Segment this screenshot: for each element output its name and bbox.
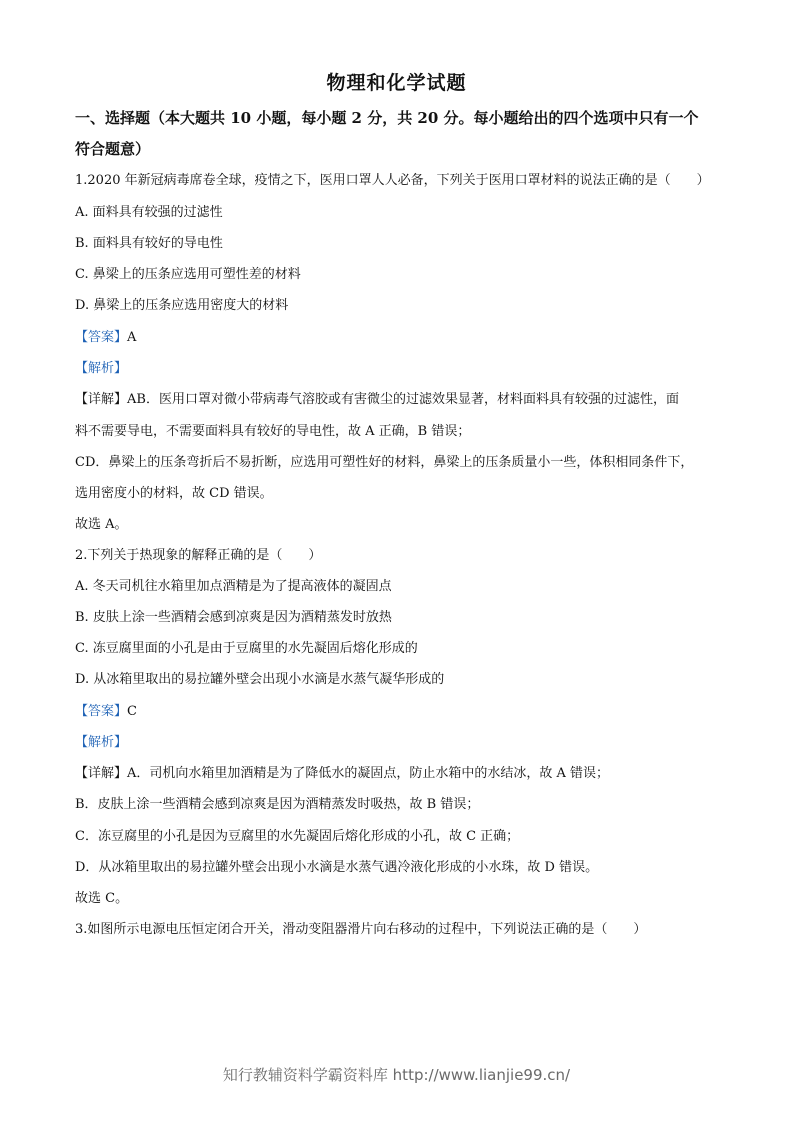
question-2-option-a: A. 冬天司机往水箱里加点酒精是为了提高液体的凝固点 xyxy=(75,579,392,594)
question-2-detail-line-1: 【详解】A．司机向水箱里加酒精是为了降低水的凝固点，防止水箱中的水结冰，故 A 错误； xyxy=(75,766,610,781)
question-1-option-a: A. 面料具有较强的过滤性 xyxy=(75,205,223,220)
question-2-option-d: D. 从冰箱里取出的易拉罐外壁会出现小水滴是水蒸气凝华形成的 xyxy=(75,672,445,687)
question-2-conclusion: 故选 C。 xyxy=(75,891,129,906)
question-1-option-c: C. 鼻梁上的压条应选用可塑性差的材料 xyxy=(75,267,301,282)
question-2-detail-line-2: B．皮肤上涂一些酒精会感到凉爽是因为酒精蒸发时吸热，故 B 错误； xyxy=(75,797,480,812)
answer-value: A xyxy=(127,330,137,345)
question-1-detail-line-4: 选用密度小的材料，故 CD 错误。 xyxy=(75,486,273,501)
question-1-option-d: D. 鼻梁上的压条应选用密度大的材料 xyxy=(75,298,289,313)
section-heading-line-2: 符合题意） xyxy=(75,140,151,158)
footer-watermark: 知行教辅资料学霸资料库 http://www.lianjie99.cn/ xyxy=(222,1066,571,1084)
question-1-detail-line-1: 【详解】AB．医用口罩对微小带病毒气溶胶或有害微尘的过滤效果显著，材料面料具有较强的过滤性，面 xyxy=(75,392,679,407)
page-title: 物理和化学试题 xyxy=(326,72,467,94)
answer-value: C xyxy=(127,704,137,719)
question-1-stem: 1.2020 年新冠病毒席卷全球，疫情之下，医用口罩人人必备，下列关于医用口罩材料的说法正确的是（ ） xyxy=(75,173,710,188)
question-2-detail-line-3: C．冻豆腐里的小孔是因为豆腐里的水先凝固后熔化形成的小孔，故 C 正确； xyxy=(75,829,520,844)
question-1-detail-line-3: CD．鼻梁上的压条弯折后不易折断，应选用可塑性好的材料，鼻梁上的压条质量小一些，体积相同条件下， xyxy=(75,455,694,470)
question-1-option-b: B. 面料具有较好的导电性 xyxy=(75,236,223,251)
question-1-conclusion: 故选 A。 xyxy=(75,517,128,532)
question-2-answer xyxy=(75,704,137,720)
question-1-analysis-tag: 【解析】 xyxy=(75,361,128,376)
question-2-detail-line-4: D．从冰箱里取出的易拉罐外壁会出现小水滴是水蒸气遇冷液化形成的小水珠，故 D 错误。 xyxy=(75,860,599,875)
question-2-option-b: B. 皮肤上涂一些酒精会感到凉爽是因为酒精蒸发时放热 xyxy=(75,610,392,625)
question-1-answer xyxy=(75,330,136,346)
question-2-option-c: C. 冻豆腐里面的小孔是由于豆腐里的水先凝固后熔化形成的 xyxy=(75,641,418,656)
question-2-analysis-tag: 【解析】 xyxy=(75,735,128,750)
answer-tag: 【答案】 xyxy=(75,330,128,345)
answer-tag: 【答案】 xyxy=(75,704,128,719)
question-2-stem: 2.下列关于热现象的解释正确的是（ ） xyxy=(75,548,322,563)
section-heading-line-1: 一、选择题（本大题共 10 小题，每小题 2 分，共 20 分。每小题给出的四个选项中只有一个 xyxy=(75,109,699,127)
question-1-detail-line-2: 料不需要导电，不需要面料具有较好的导电性，故 A 正确，B 错误； xyxy=(75,424,471,439)
question-3-stem: 3.如图所示电源电压恒定闭合开关，滑动变阻器滑片向右移动的过程中，下列说法正确的是（ ） xyxy=(75,922,647,937)
